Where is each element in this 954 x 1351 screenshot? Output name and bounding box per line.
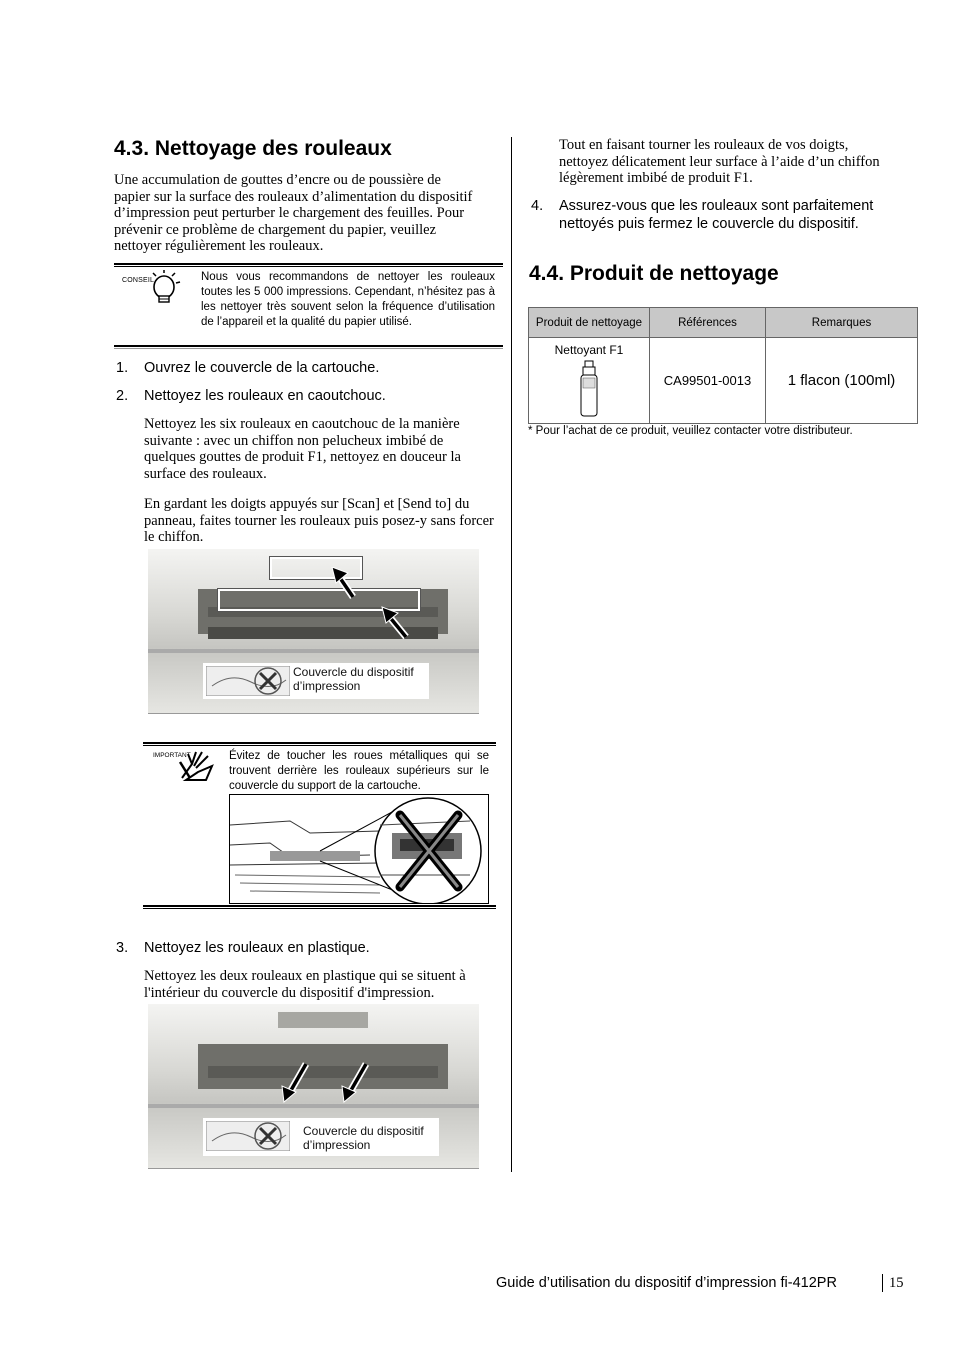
reference-cell: CA99501-0013 xyxy=(650,338,766,424)
intro-paragraph: Une accumulation de gouttes d’encre ou de poussière de papier sur la surface des rouleaux d’alimentation du dispositif d’impression peut perturber le chargement des feuilles. Pour prévenir ce problème de chargement du papier, veuillez nettoyer régulièrement les rouleaux. xyxy=(114,172,473,254)
step-number: 3. xyxy=(116,940,129,956)
step-number: 2. xyxy=(116,388,129,404)
step-4 xyxy=(531,197,921,237)
remark-cell: 1 flacon (100ml) xyxy=(766,338,918,424)
step-1 xyxy=(116,359,496,377)
important-badge: IMPORTANT xyxy=(153,752,191,759)
step-number: 1. xyxy=(116,360,129,376)
lightbulb-icon xyxy=(150,270,182,304)
table-footnote: * Pour l’achat de ce produit, veuillez contacter votre distributeur. xyxy=(528,425,853,437)
step-3 xyxy=(116,939,496,957)
footer-title: Guide d’utilisation du dispositif d’impression fi-412PR xyxy=(496,1275,837,1291)
step-text: Nettoyez les rouleaux en plastique. xyxy=(144,940,370,956)
tip-box xyxy=(114,263,503,349)
table-header: Remarques xyxy=(766,308,918,338)
important-text: Évitez de toucher les roues métalliques qui se trouvent derrière les rouleaux supérieurs sur le couvercle du support de la cartouche. xyxy=(229,750,489,792)
important-box xyxy=(143,742,496,912)
section-heading-4-4: 4.4. Produit de nettoyage xyxy=(529,262,779,285)
arrow-icon xyxy=(328,567,418,642)
step-text: Nettoyez les rouleaux en caoutchouc. xyxy=(144,388,386,404)
step-text: Assurez-vous que les rouleaux sont parfaitement nettoyés puis fermez le couvercle du dispositif. xyxy=(559,198,874,232)
metal-wheel-diagram xyxy=(229,794,489,904)
step3-paragraph: Nettoyez les deux rouleaux en plastique qui se situent à l'intérieur du couvercle du dispositif d'impression. xyxy=(144,968,466,1001)
hand-warning-icon xyxy=(178,748,214,782)
step-number: 4. xyxy=(531,198,544,214)
page-number: 15 xyxy=(889,1275,904,1291)
printer-photo-rubber-rollers xyxy=(148,549,479,714)
step3-continued-paragraph: Tout en faisant tourner les rouleaux de vos doigts, nettoyez délicatement leur surface à l’aide d’un chiffon légèrement imbibé de produit F1. xyxy=(559,137,880,186)
table-header: Produit de nettoyage xyxy=(529,308,650,338)
no-touch-icon xyxy=(206,666,290,696)
spray-bottle-icon xyxy=(578,360,600,418)
product-cell xyxy=(529,338,650,424)
step2-paragraph-1: Nettoyez les six rouleaux en caoutchouc de la manière suivante : avec un chiffon non pelucheux imbibé de quelques gouttes de produit F1, nettoyez en douceur la surface des rouleaux. xyxy=(144,416,461,482)
section-heading-4-3: 4.3. Nettoyage des rouleaux xyxy=(114,137,392,160)
photo2-caption: Couvercle du dispositif d’impression xyxy=(303,1124,424,1152)
step-2 xyxy=(116,387,496,405)
printer-photo-plastic-rollers xyxy=(148,1004,479,1169)
step2-paragraph-2: En gardant les doigts appuyés sur [Scan] et [Send to] du panneau, faites tourner les rouleaux puis posez-y sans forcer le chiffon. xyxy=(144,496,494,545)
no-touch-icon xyxy=(206,1121,290,1151)
column-divider xyxy=(511,137,512,1172)
photo1-caption: Couvercle du dispositif d’impression xyxy=(293,665,414,693)
step-text: Ouvrez le couvercle de la cartouche. xyxy=(144,360,380,376)
table-header: Références xyxy=(650,308,766,338)
footer-separator xyxy=(882,1274,883,1292)
product-name: Nettoyant F1 xyxy=(554,343,624,357)
cleaning-product-table xyxy=(528,307,918,424)
tip-text: Nous vous recommandons de nettoyer les rouleaux toutes les 5 000 impressions. Cependant, n’hésitez pas à les nettoyer très souvent selon la fréquence d’utilisation de l’appareil et la qualité du papier utilisé. xyxy=(201,271,495,328)
arrow-icon xyxy=(278,1060,378,1105)
tip-badge: CONSEIL xyxy=(122,277,155,284)
table-row xyxy=(529,338,918,424)
